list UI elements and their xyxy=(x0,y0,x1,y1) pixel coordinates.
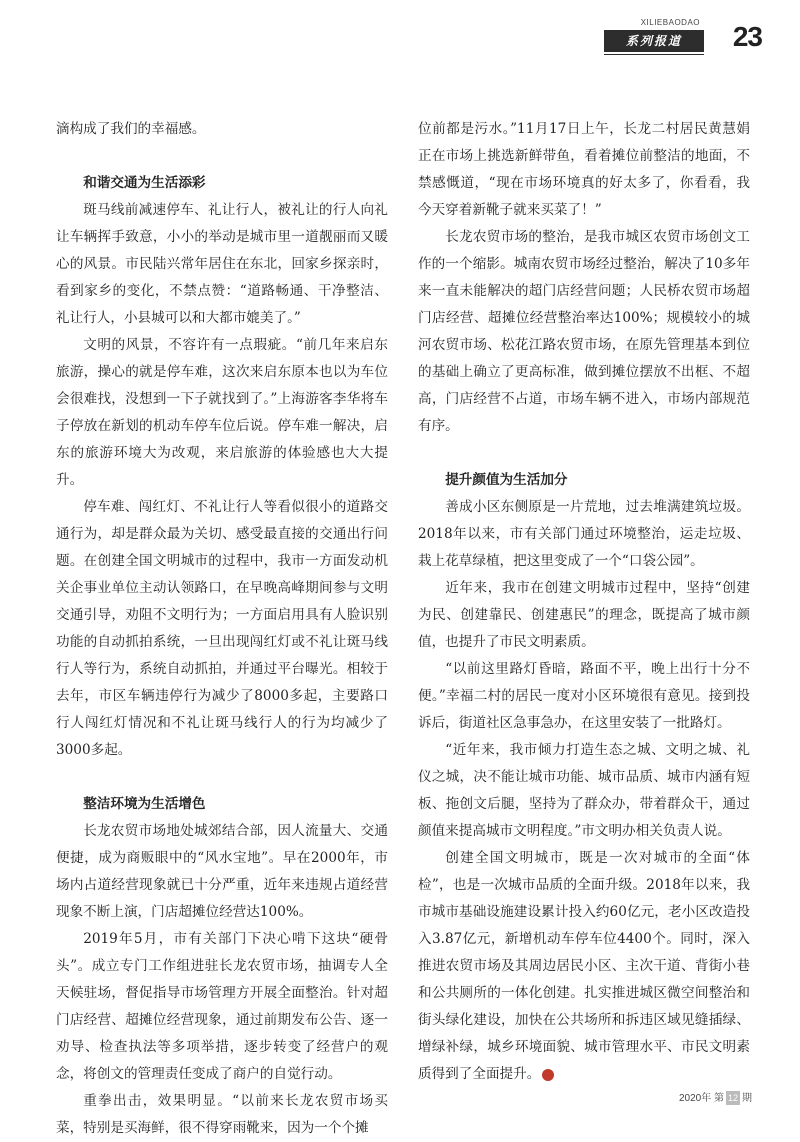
paragraph: 长龙农贸市场的整治，是我市城区农贸市场创文工作的一个缩影。城南农贸市场经过整治，解决了10多年来一直未能解决的超门店经营问题；人民桥农贸市场超门店经营、超摊位经营整治率达100%；规模较小的城河农贸市场、松花江路农贸市场，在原先管理基本到位的基础上确立了更高标准，做到摊位摆放不出框、不超高，门店经营不占道，市场车辆不进入，市场内部规范有序。 xyxy=(418,229,750,434)
paragraph-with-end-mark xyxy=(418,845,750,1088)
magazine-english-name: XILIEBAODAO xyxy=(640,18,700,27)
end-mark-icon: 启 xyxy=(542,1069,554,1081)
footer-period: 期 xyxy=(742,1092,752,1104)
issue-number: 12 xyxy=(727,1093,738,1103)
paragraph: “以前这里路灯昏暗，路面不平，晚上出行十分不便。”幸福二村的居民一度对小区环境很有意见。接到投诉后，街道社区急事急办，在这里安装了一批路灯。 xyxy=(418,661,750,731)
paragraph: 重拳出击，效果明显。“以前来长龙农贸市场买菜，特别是买海鲜，很不得穿雨靴来，因为一个个摊 xyxy=(56,1093,388,1136)
paragraph: 文明的风景，不容许有一点瑕疵。“前几年来启东旅游，操心的就是停车难，这次来启东原本也以为车位会很难找，没想到一下子就找到了。”上海游客李华将车子停放在新划的机动车停车位后说。停车难一解决，启东的旅游环境大为改观，来启旅游的体验感也大大提升。 xyxy=(56,337,388,488)
section-heading: 整洁环境为生活增色 xyxy=(83,796,206,812)
paragraph: 长龙农贸市场地处城郊结合部，因人流量大、交通便捷，成为商贩眼中的“风水宝地”。早在2000年，市场内占道经营现象就已十分严重，近年来违规占道经营现象不断上演，门店超摊位经营达100%。 xyxy=(56,823,388,920)
paragraph: 滴构成了我们的幸福感。 xyxy=(56,121,206,137)
page-header xyxy=(572,18,762,62)
header-rule xyxy=(604,54,704,55)
footer-year: 2020年 第 xyxy=(678,1092,724,1104)
section-heading: 提升颜值为生活加分 xyxy=(445,472,568,488)
section-heading: 和谐交通为生活添彩 xyxy=(83,175,206,191)
page-number: 23 xyxy=(732,21,762,52)
paragraph: 2019年5月，市有关部门下决心啃下这块“硬骨头”。成立专门工作组进驻长龙农贸市场，抽调专人全天候驻场，督促指导市场管理方开展全面整治。针对超门店经营、超摊位经营现象，通过前期发布公告、逐一劝导、检查执法等多项举措，逐步转变了经营户的观念，将创文的管理责任变成了商户的自觉行动。 xyxy=(56,931,388,1082)
paragraph: “近年来，我市倾力打造生态之城、文明之城、礼仪之城，决不能让城市功能、城市品质、城市内涵有短板、拖创文后腿，坚持为了群众办，带着群众干，通过颜值来提高城市文明程度。”市文明办相关负责人说。 xyxy=(418,742,750,839)
right-column xyxy=(418,116,750,1088)
paragraph: 停车难、闯红灯、不礼让行人等看似很小的道路交通行为，却是群众最为关切、感受最直接的交通出行问题。在创建全国文明城市的过程中，我市一方面发动机关企事业单位主动认领路口，在早晚高峰期间参与文明交通引导，劝阻不文明行为；一方面启用具有人脸识别功能的自动抓拍系统，一旦出现闯红灯或不礼让斑马线行人等行为，系统自动抓拍，并通过平台曝光。相较于去年，市区车辆违停行为减少了8000多起，主要路口行人闯红灯情况和不礼让斑马线行人的行为均减少了3000多起。 xyxy=(56,499,388,758)
paragraph: 善成小区东侧原是一片荒地，过去堆满建筑垃圾。2018年以来，市有关部门通过环境整治，运走垃圾、栽上花草绿植，把这里变成了一个“口袋公园”。 xyxy=(418,499,750,569)
paragraph: 近年来，我市在创建文明城市过程中，坚持“创建为民、创建靠民、创建惠民”的理念，既提高了城市颜值，也提升了市民文明素质。 xyxy=(418,580,750,650)
paragraph: 位前都是污水。”11月17日上午，长龙二村居民黄慧娟正在市场上挑选新鲜带鱼，看着摊位前整洁的地面，不禁感慨道，“现在市场环境真的好太多了，你看看，我今天穿着新靴子就来买菜了！” xyxy=(418,121,750,218)
paragraph: 斑马线前减速停车、礼让行人，被礼让的行人向礼让车辆挥手致意，小小的举动是城市里一道靓丽而又暖心的风景。市民陆兴常年居住在东北，回家乡探亲时，看到家乡的变化，不禁点赞：“道路畅通、干净整洁、礼让行人，小县城可以和大都市媲美了。” xyxy=(56,202,388,326)
page-footer xyxy=(679,1089,752,1105)
left-column xyxy=(56,116,388,1142)
section-title: 系列报道 xyxy=(604,30,704,52)
paragraph: 创建全国文明城市，既是一次对城市的全面“体检”，也是一次城市品质的全面升级。2018年以来，我市城市基础设施建设累计投入约60亿元，老小区改造投入3.87亿元，新增机动车停车位4400个。同时，深入推进农贸市场及其周边居民小区、主次干道、背街小巷和公共厕所的一体化创建。扎实推进城区微空间整治和街头绿化建设，加快在公共场所和拆违区域见缝插绿、增绿补绿，城乡环境面貌、城市管理水平、市民文明素质得到了全面提升。 xyxy=(418,850,750,1082)
